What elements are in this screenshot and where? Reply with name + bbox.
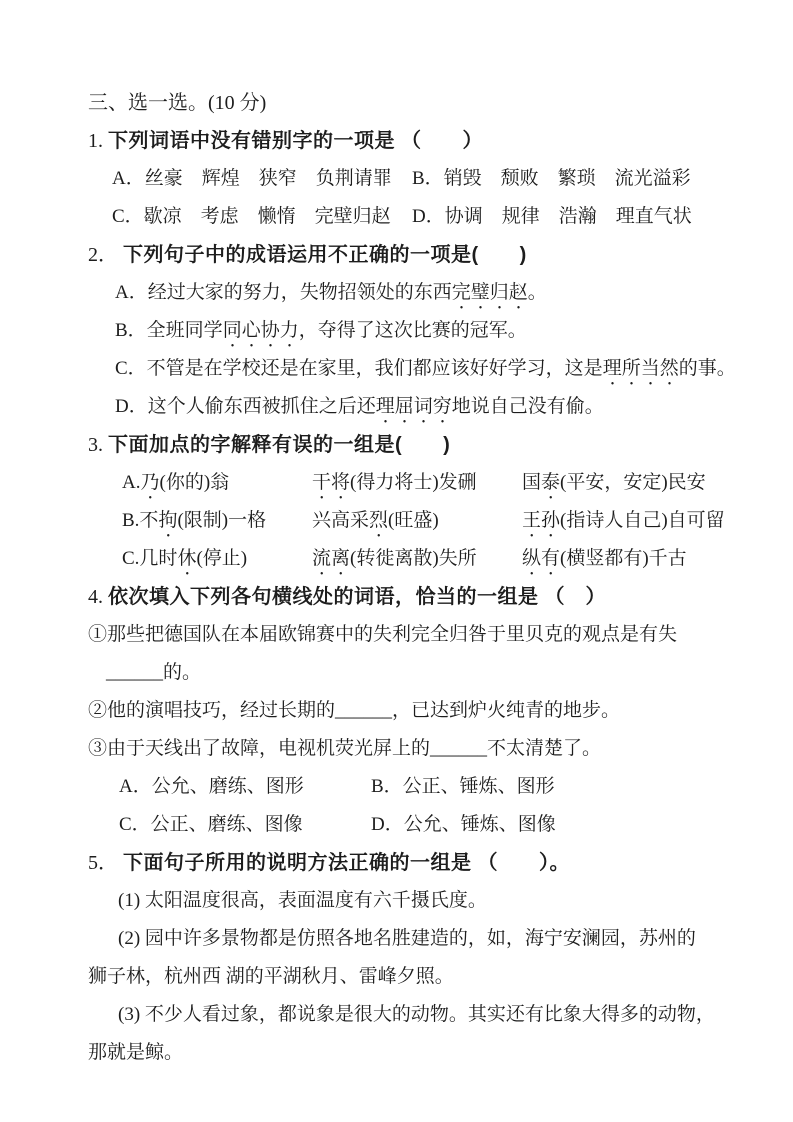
question-4-option-c: C．公正、磨练、图像	[119, 814, 303, 835]
question-3-row-b-col-2	[312, 502, 522, 542]
question-1-options-row-2	[88, 198, 748, 236]
question-3-row-c-col-3	[522, 548, 687, 569]
text-segment: (停止)	[196, 548, 248, 569]
question-1-option-b: B．销毁 颓败 繁琐 流光溢彩	[412, 168, 691, 189]
question-5-sentence-2: (2) 园中许多景物都是仿照各地名胜建造的，如，海宁安澜园，苏州的	[118, 928, 696, 949]
text-segment: (得力将士)发硎	[350, 472, 477, 493]
question-3-number: 3.	[88, 434, 103, 456]
emphasized-text: 王孙	[522, 510, 561, 531]
emphasized-text: 同心协力	[222, 320, 299, 341]
question-5-sentence-2-cont: 狮子林，杭州西 湖的平湖秋月、雷峰夕照。	[88, 966, 454, 987]
question-5-number: 5．	[88, 852, 118, 874]
question-2-number: 2．	[88, 244, 118, 266]
question-1-option-d: D．协调 规律 浩瀚 理直气状	[412, 206, 692, 227]
question-4-sentence-1: ①那些把德国队在本届欧锦赛中的失利完全归咎于里贝克的观点是有失	[88, 624, 678, 645]
emphasized-text: 纵有	[522, 548, 561, 569]
text-segment: (旺盛)	[388, 510, 439, 531]
text-segment: (你的)翁	[159, 472, 230, 493]
question-3-stem	[88, 426, 748, 464]
text-segment: (横竖都有)千古	[560, 548, 687, 569]
question-5-sentence-1: (1) 太阳温度很高，表面温度有六千摄氏度。	[118, 890, 487, 911]
exam-content	[88, 84, 748, 1072]
emphasized-text: 完璧归赵	[451, 282, 528, 303]
question-2-option-d	[88, 388, 748, 426]
question-2-stem-text: 下列句子中的成语运用不正确的一项是( )	[123, 244, 527, 266]
question-3-row-a-col-1	[122, 464, 312, 504]
question-5-sentence-3: (3) 不少人看过象，都说象是很大的动物。其实还有比象大得多的动物，	[118, 1004, 715, 1025]
question-1-stem	[88, 122, 748, 160]
question-4-option-d: D．公允、锤炼、图像	[371, 814, 556, 835]
text-segment: 的事。	[678, 358, 736, 379]
question-1-stem-text: 下列词语中没有错别字的一项是 （ ）	[108, 130, 484, 152]
text-segment: (限制)一格	[177, 510, 267, 531]
question-3-row-a	[88, 464, 748, 502]
question-5-sentence-3-cont: 那就是鲸。	[88, 1042, 184, 1063]
text-segment: 地说自己没有偷。	[451, 396, 604, 417]
question-5-stem	[88, 844, 748, 882]
question-4-options-row-2	[88, 806, 748, 844]
emphasized-text: 流离	[312, 548, 351, 569]
text-segment: B.不	[122, 510, 159, 531]
question-3-row-a-col-2	[312, 464, 522, 504]
text-segment: (平安，安定)民安	[560, 472, 706, 493]
question-4-option-b: B．公正、锤炼、图形	[371, 776, 555, 797]
question-1-number: 1.	[88, 130, 103, 152]
emphasized-text: 理屈词穷	[375, 396, 452, 417]
question-4-stem-text: 依次填入下列各句横线处的词语，恰当的一组是 （ ）	[108, 586, 607, 608]
text-segment: C．不管是在学校还是在家里，我们都应该好好学习，这是	[115, 358, 603, 379]
question-3-row-b-col-3	[522, 510, 725, 531]
emphasized-text: 拘	[158, 510, 178, 531]
question-3-row-c	[88, 540, 748, 578]
section-title: 三、选一选。(10 分)	[88, 92, 267, 114]
question-4-sentence-2: ②他的演唱技巧，经过长期的______，已达到炉火纯青的地步。	[88, 700, 621, 721]
text-segment: A．经过大家的努力，失物招领处的东西	[115, 282, 452, 303]
question-4-stem	[88, 578, 748, 616]
question-5-stem-text: 下面句子所用的说明方法正确的一组是 （ ）。	[123, 852, 571, 874]
text-segment: 。	[527, 282, 547, 303]
text-segment: 国	[522, 472, 542, 493]
question-3-row-a-col-3	[522, 472, 706, 493]
emphasized-text: 干将	[312, 472, 351, 493]
text-segment: (转徙离散)失所	[350, 548, 477, 569]
text-segment: (指诗人自己)自可留	[560, 510, 725, 531]
text-segment: 兴高采	[312, 510, 370, 531]
question-4-sentence-1-blank: ______的。	[106, 662, 202, 683]
question-4-options-row-1	[88, 768, 748, 806]
question-3-stem-text: 下面加点的字解释有误的一组是( )	[108, 434, 451, 456]
question-3-row-b	[88, 502, 748, 540]
question-2-option-b	[88, 312, 748, 350]
question-2-option-c	[88, 350, 748, 388]
question-2-option-a	[88, 274, 748, 312]
emphasized-text: 休	[177, 548, 197, 569]
text-segment: B．全班同学	[115, 320, 223, 341]
question-1-options-row-1	[88, 160, 748, 198]
question-2-stem	[88, 236, 748, 274]
question-1-option-a: A．丝豪 辉煌 狭窄 负荆请罪	[112, 168, 392, 189]
question-3-row-c-col-1	[122, 540, 312, 580]
question-4-option-a: A．公允、磨练、图形	[119, 776, 304, 797]
question-3-row-b-col-1	[122, 502, 312, 542]
text-segment: D．这个人偷东西被抓住之后还	[115, 396, 376, 417]
emphasized-text: 泰	[541, 472, 561, 493]
text-segment: A.	[122, 472, 141, 493]
question-3-row-c-col-2	[312, 540, 522, 580]
question-4-number: 4.	[88, 586, 103, 608]
emphasized-text: 烈	[369, 510, 389, 531]
question-1-option-c: C．歇凉 考虑 懒惰 完壁归赵	[112, 206, 391, 227]
question-4-sentence-3: ③由于天线出了故障，电视机荧光屏上的______不太清楚了。	[88, 738, 602, 759]
text-segment: ，夺得了这次比赛的冠军。	[298, 320, 527, 341]
text-segment: C.几时	[122, 548, 178, 569]
emphasized-text: 理所当然	[602, 358, 679, 379]
emphasized-text: 乃	[140, 472, 160, 493]
